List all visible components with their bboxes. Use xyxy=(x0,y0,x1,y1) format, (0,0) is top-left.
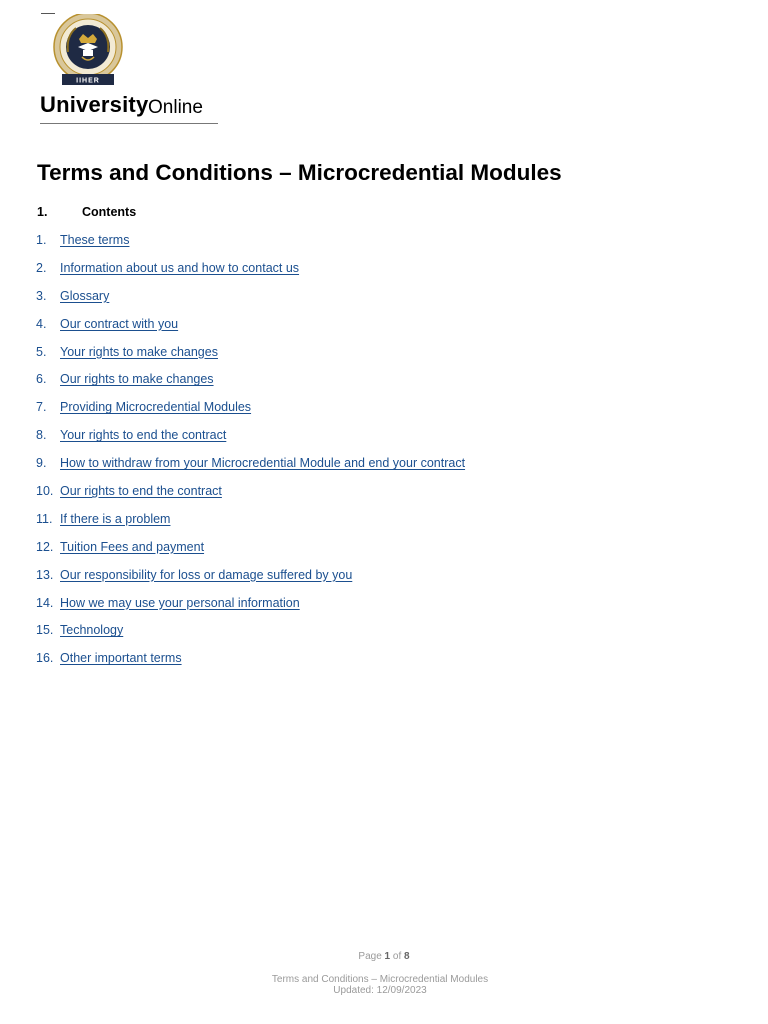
brand-name: University xyxy=(40,92,149,117)
toc-item-number: 13. xyxy=(36,567,54,582)
toc-link-if-problem[interactable]: If there is a problem xyxy=(60,511,171,526)
page-current: 1 xyxy=(384,951,391,962)
toc-link-other-terms[interactable]: Other important terms xyxy=(60,651,182,666)
toc-item-number: 14. xyxy=(36,595,54,610)
toc-item xyxy=(36,512,736,540)
toc-link-personal-information[interactable]: How we may use your personal information xyxy=(60,595,300,610)
page-total: 8 xyxy=(404,951,410,962)
toc-item-number: 7. xyxy=(36,400,47,415)
toc-link-our-rights-changes[interactable]: Our rights to make changes xyxy=(60,372,214,387)
toc-item-number: 10. xyxy=(36,484,54,499)
table-of-contents xyxy=(36,233,736,679)
toc-item-number: 9. xyxy=(36,456,47,471)
university-seal-logo xyxy=(52,14,124,88)
toc-item xyxy=(36,484,736,512)
toc-item xyxy=(36,233,736,261)
toc-item xyxy=(36,372,736,400)
toc-item xyxy=(36,261,736,289)
page-footer xyxy=(0,974,760,996)
toc-item xyxy=(36,456,736,484)
toc-item-number: 12. xyxy=(36,539,54,554)
toc-item-number: 3. xyxy=(36,288,47,303)
footer-doc-name: Terms and Conditions – Microcredential Modules xyxy=(271,974,489,985)
footer-updated: Updated: 12/09/2023 xyxy=(333,985,427,996)
brand-suffix: Online xyxy=(148,97,203,118)
toc-item xyxy=(36,568,736,596)
toc-link-glossary[interactable]: Glossary xyxy=(60,288,110,303)
toc-item xyxy=(36,540,736,568)
toc-item xyxy=(36,345,736,373)
page-of: of xyxy=(392,951,402,962)
toc-link-your-rights-changes[interactable]: Your rights to make changes xyxy=(60,344,218,359)
section-title: Contents xyxy=(82,205,137,219)
section-number: 1. xyxy=(37,205,48,219)
toc-item-number: 16. xyxy=(36,651,54,666)
toc-item-number: 8. xyxy=(36,428,47,443)
toc-link-how-to-withdraw[interactable]: How to withdraw from your Microcredential Module and end your contract xyxy=(60,456,466,471)
toc-item xyxy=(36,400,736,428)
page-label: Page xyxy=(358,951,382,962)
toc-item-number: 5. xyxy=(36,344,47,359)
brand-underline xyxy=(40,123,218,124)
page-number xyxy=(0,951,768,962)
toc-item xyxy=(36,428,736,456)
toc-link-information-about-us[interactable]: Information about us and how to contact us xyxy=(60,260,300,275)
toc-item-number: 4. xyxy=(36,316,47,331)
toc-item-number: 6. xyxy=(36,372,47,387)
toc-item xyxy=(36,623,736,651)
toc-item-number: 1. xyxy=(36,233,47,247)
toc-item xyxy=(36,596,736,624)
toc-item xyxy=(36,289,736,317)
toc-link-these-terms[interactable]: These terms xyxy=(60,233,130,247)
toc-link-providing-modules[interactable]: Providing Microcredential Modules xyxy=(60,400,252,415)
brand-wordmark xyxy=(40,92,218,124)
toc-link-technology[interactable]: Technology xyxy=(60,623,124,638)
seal-banner-text: IIHER xyxy=(76,77,100,85)
toc-item xyxy=(36,317,736,345)
toc-link-our-rights-end[interactable]: Our rights to end the contract xyxy=(60,484,222,499)
toc-item-number: 2. xyxy=(36,260,47,275)
toc-item-number: 15. xyxy=(36,623,54,638)
toc-link-tuition-fees[interactable]: Tuition Fees and payment xyxy=(60,539,205,554)
toc-link-our-contract[interactable]: Our contract with you xyxy=(60,316,179,331)
toc-item-number: 11. xyxy=(36,511,53,526)
document-title: Terms and Conditions – Microcredential Modules xyxy=(37,160,562,185)
toc-item xyxy=(36,651,736,679)
toc-link-our-responsibility[interactable]: Our responsibility for loss or damage suffered by you xyxy=(60,567,353,582)
toc-link-your-rights-end[interactable]: Your rights to end the contract xyxy=(60,428,227,443)
